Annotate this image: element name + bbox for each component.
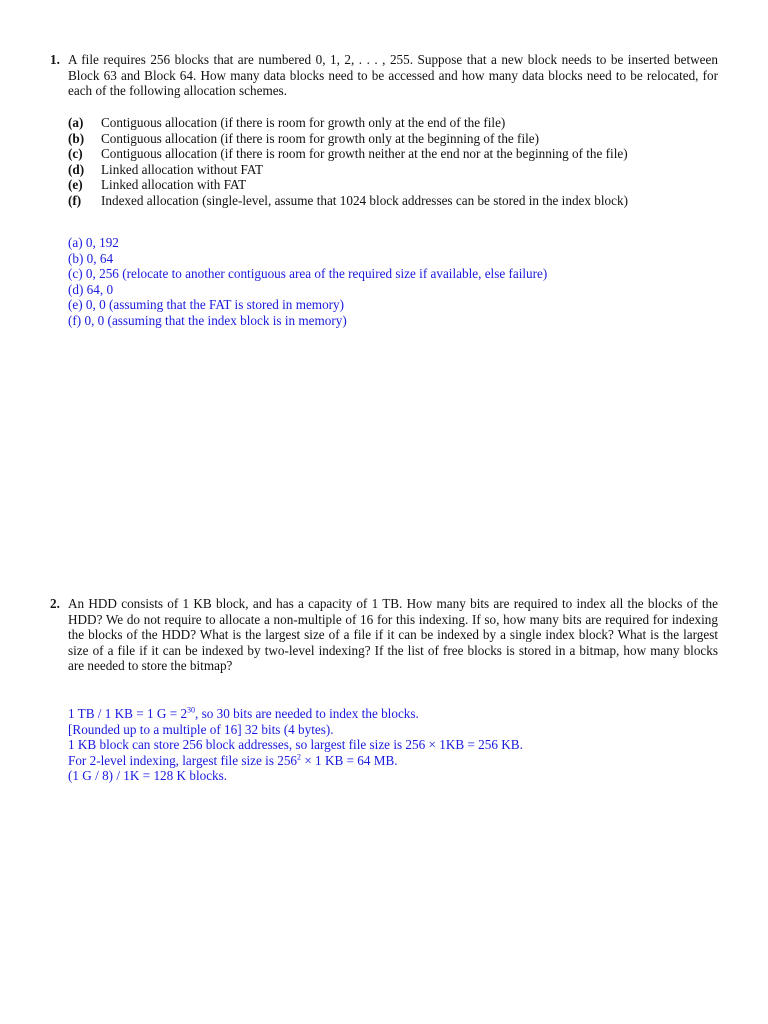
question-2-text: An HDD consists of 1 KB block, and has a capacity of 1 TB. How many bits are required to index all the blocks of the HDD? We do not require to allocate a non-multiple of 16 for this indexing. If so, how many bits are required for indexing the blocks of the HDD? What is the largest size of a file if it can be indexed by a single index block? What is the largest size of a file if it can be indexed by two-level indexing? If the list of free blocks is stored in a bitmap, how many blocks are needed to store the bitmap?: [68, 596, 718, 674]
option-text: Linked allocation without FAT: [101, 161, 264, 177]
option-a: [68, 115, 708, 131]
answer-c: (c) 0, 256 (relocate to another contiguous area of the required size if available, else failure): [68, 266, 548, 282]
answer-line-4-exponent: 2: [297, 752, 302, 762]
answer-line-1-pre: 1 TB / 1 KB = 1 G = 2: [68, 706, 188, 721]
option-letter: (a): [68, 115, 84, 130]
question-1-answers: [68, 235, 728, 329]
answer-e: (e) 0, 0 (assuming that the FAT is stored in memory): [68, 297, 345, 313]
question-2-answers: [68, 706, 728, 784]
answer-line-3: 1 KB block can store 256 block addresses, so largest file size is 256 × 1KB = 256 KB.: [68, 737, 523, 753]
answer-line-1-post: , so 30 bits are needed to index the blocks.: [195, 706, 419, 721]
option-e: [68, 177, 708, 193]
answer-line-4-post: × 1 KB = 64 MB.: [301, 752, 398, 768]
option-text: Contiguous allocation (if there is room for growth only at the end of the file): [101, 115, 506, 130]
option-letter: (c): [68, 146, 83, 162]
answer-line-1: [68, 706, 728, 722]
option-letter: (f): [68, 192, 82, 208]
option-b: [68, 131, 708, 147]
answer-line-2: [Rounded up to a multiple of 16] 32 bits (4 bytes).: [68, 721, 334, 737]
answer-line-1-exponent: 30: [187, 705, 196, 715]
option-letter: (e): [68, 177, 83, 193]
option-c: [68, 146, 708, 162]
answer-line-4-pre: For 2-level indexing, largest file size is 256: [68, 752, 298, 768]
question-2: [50, 596, 718, 674]
question-1: [50, 52, 718, 99]
option-text: Contiguous allocation (if there is room for growth neither at the end nor at the beginning of the file): [101, 146, 628, 162]
answer-a: (a) 0, 192: [68, 235, 119, 250]
question-1-number: 1.: [50, 52, 60, 67]
option-text: Indexed allocation (single-level, assume that 1024 block addresses can be stored in the index block): [101, 192, 628, 208]
option-letter: (b): [68, 130, 85, 146]
answer-line-5: (1 G / 8) / 1K = 128 K blocks.: [68, 768, 228, 784]
answer-d: (d) 64, 0: [68, 281, 114, 297]
question-2-number: 2.: [50, 596, 60, 611]
question-1-text: A file requires 256 blocks that are numbered 0, 1, 2, . . . , 255. Suppose that a new block needs to be inserted between Block 63 and Block 64. How many data blocks need to be accessed and how many data blocks need to be relocated, for each of the following allocation schemes.: [68, 52, 718, 99]
option-f: [68, 193, 708, 209]
option-text: Linked allocation with FAT: [101, 177, 247, 193]
answer-f: (f) 0, 0 (assuming that the index block is in memory): [68, 312, 347, 328]
option-letter: (d): [68, 161, 85, 177]
question-1-options: [68, 115, 708, 209]
option-text: Contiguous allocation (if there is room for growth only at the beginning of the file): [101, 130, 540, 146]
answer-b: (b) 0, 64: [68, 250, 114, 266]
option-d: [68, 162, 708, 178]
answer-line-4: [68, 753, 728, 769]
